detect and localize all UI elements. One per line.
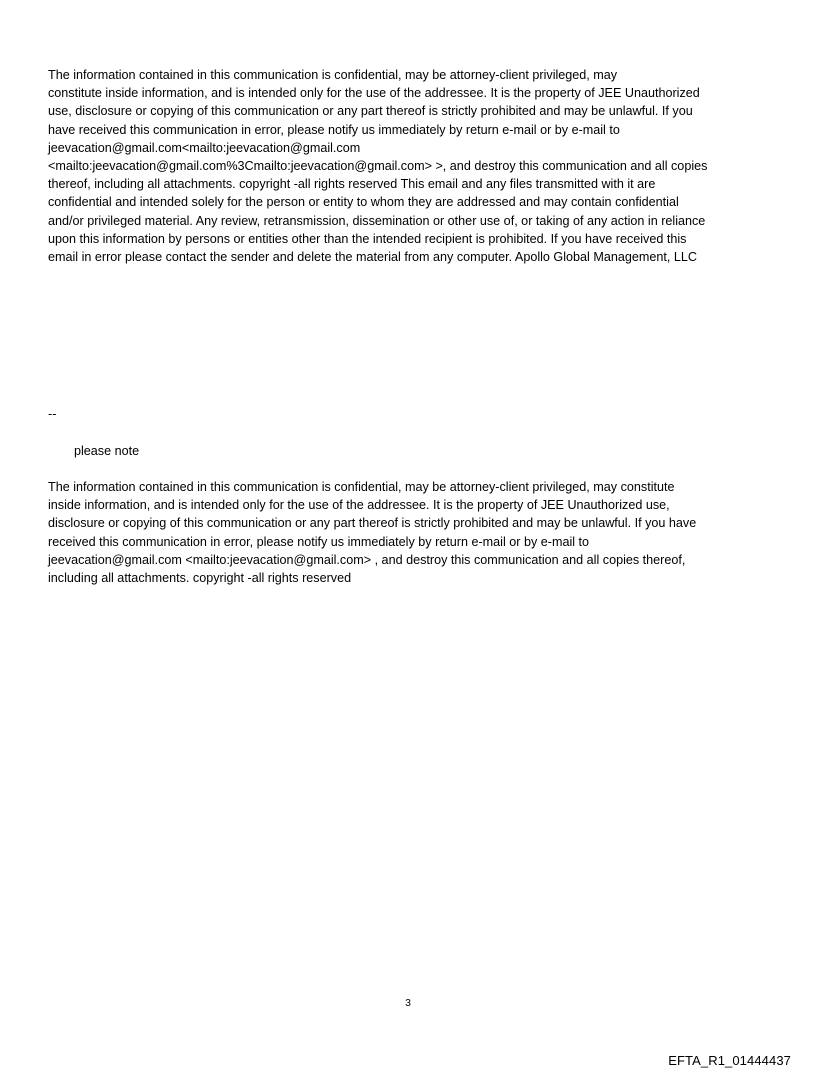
page-number: 3 <box>405 997 411 1009</box>
signature-separator: -- <box>48 407 57 421</box>
confidentiality-notice-paragraph-2: The information contained in this communication is confidential, may be attorney-client privileged, may constitute inside information, and is intended only for the use of the addressee. It is the property of JEE Unauthorized use, disclosure or copying of this communication or any part thereof is strictly prohibited and may be unlawful. If you have received this communication in error, please notify us immediately by return e-mail or by e-mail to jeevacation@gmail.com <mailto:jeevacation@gmail.com> , and destroy this communication and all copies thereof, including all attachments. copyright -all rights reserved <box>48 480 697 586</box>
confidentiality-notice-paragraph-1: The information contained in this communication is confidential, may be attorney-client privileged, may constitute inside information, and is intended only for the use of the addressee. It is the property of JEE Unauthorized use, disclosure or copying of this communication or any part thereof is strictly prohibited and may be unlawful. If you have received this communication in error, please notify us immediately by return e-mail or by e-mail to jeevacation@gmail.com<mailto:jeevacation@gmail.com <mailto:jeevacation@gmail.com%3Cmailto:jeevacation@gmail.com> >, and destroy this communication and all copies thereof, including all attachments. copyright -all rights reserved This email and any files transmitted with it are confidential and intended solely for the person or entity to whom they are addressed and may contain confidential and/or privileged material. Any review, retransmission, dissemination or other use of, or taking of any action in reliance upon this information by persons or entities other than the intended recipient is prohibited. If you have received this email in error please contact the sender and delete the material from any computer. Apollo Global Management, LLC <box>48 68 708 265</box>
please-note-text: please note <box>74 444 140 458</box>
document-id-footer: EFTA_R1_01444437 <box>668 1053 791 1068</box>
